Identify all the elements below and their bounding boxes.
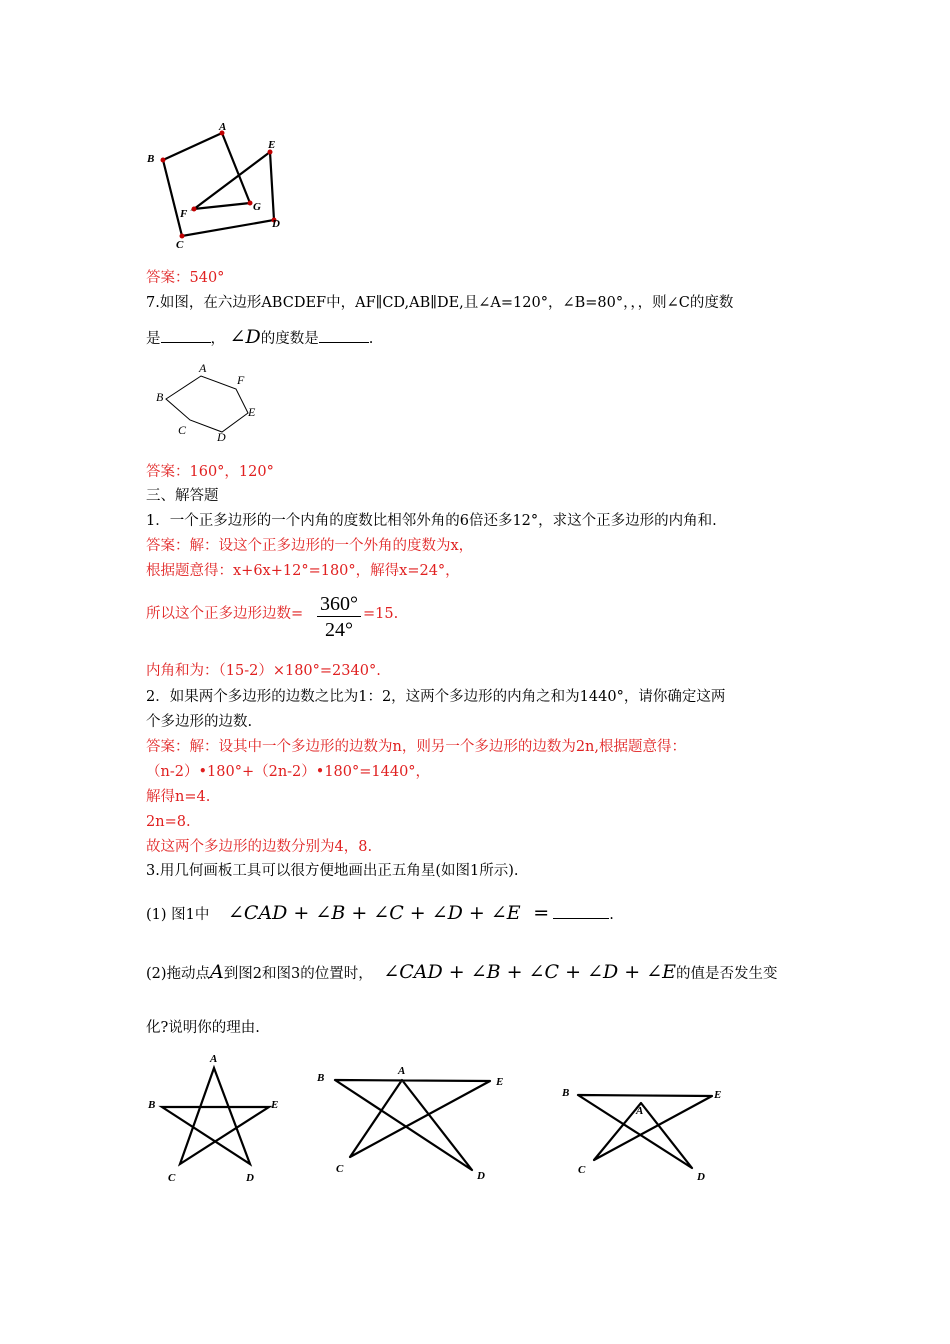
figure-star-2	[310, 1060, 510, 1190]
figure-q6	[140, 115, 300, 255]
star1-label-d: D	[246, 1172, 254, 1184]
fig6-segment-abcdeg	[163, 133, 274, 236]
star3-label-c: C	[578, 1164, 586, 1176]
figure-star-3	[555, 1080, 735, 1190]
q7-line2	[146, 327, 373, 349]
p1-answer-line4: 内角和为：（15-2）×180°=2340°.	[146, 663, 381, 679]
star1-label-e: E	[271, 1099, 279, 1111]
p1-answer-line2: 根据题意得：x+6x+12°=180°，解得x=24°，	[146, 563, 460, 579]
p3-sub1-equals: =	[533, 902, 550, 924]
answer-q6: 答案：540°	[146, 270, 225, 286]
p3-sub1-prefix: (1) 图1中	[146, 907, 210, 923]
q7-blank-c[interactable]	[161, 328, 211, 343]
p3-sub1-expression: ∠CAD + ∠B + ∠C + ∠D + ∠E	[227, 902, 521, 924]
p3-sub1	[146, 903, 614, 925]
star3-label-b: B	[562, 1087, 570, 1099]
p3-sub2-point-a: A	[210, 961, 224, 983]
star2-pentagram	[335, 1080, 490, 1170]
p2-answer-line4: 2n=8.	[146, 814, 191, 830]
figure-star-1	[140, 1050, 300, 1190]
p3-sub2-expression: ∠CAD + ∠B + ∠C + ∠D + ∠E	[383, 961, 677, 983]
q7-angle-d: ∠D	[229, 326, 261, 348]
star3-label-e: E	[714, 1089, 722, 1101]
q7-label-c: C	[178, 423, 187, 437]
section-title: 三、解答题	[146, 488, 219, 504]
star2-label-e: E	[496, 1076, 504, 1088]
p2-answer-line3: 解得n=4.	[146, 789, 211, 805]
p1-question: 1．一个正多边形的一个内角的度数比相邻外角的6倍还多12°，求这个正多边形的内角和.	[146, 513, 717, 529]
fig6-label-g: G	[253, 201, 261, 213]
star3-pentagram	[578, 1095, 712, 1168]
fig6-point-g	[248, 201, 253, 206]
p3-sub2-prefix: (2)拖动点	[146, 966, 211, 982]
fig6-label-b: B	[147, 153, 155, 165]
q7-line1: 7.如图，在六边形ABCDEF中，AF∥CD,AB∥DE,且∠A=120°，∠B=80°，，，则∠C的度数	[146, 295, 734, 311]
p3-sub2	[146, 962, 778, 984]
q7-label-e: E	[248, 405, 256, 419]
q7-period: .	[368, 331, 374, 347]
p1-answer-line1: 答案：解：设这个正多边形的一个外角的度数为x，	[146, 538, 474, 554]
p3-line1: 3.用几何画板工具可以很方便地画出正五角星(如图1所示).	[146, 863, 519, 879]
p1-answer-line3-suffix: =15.	[363, 606, 399, 622]
q7-label-b: B	[156, 390, 164, 404]
star3-label-d: D	[697, 1171, 705, 1183]
star1-label-a: A	[210, 1053, 218, 1065]
fig6-label-a: A	[219, 121, 227, 133]
q7-label-d: D	[217, 430, 226, 442]
answer-q7: 答案：160°，120°	[146, 464, 274, 480]
star2-label-c: C	[336, 1163, 344, 1175]
q7-text-shi: 是	[146, 331, 161, 347]
p2-answer-line5: 故这两个多边形的边数分别为4，8.	[146, 839, 373, 855]
q7-label-a: A	[199, 362, 207, 375]
star2-label-a: A	[398, 1065, 406, 1077]
star1-pentagram	[162, 1068, 269, 1164]
fig6-point-b	[161, 158, 166, 163]
p1-fraction	[316, 592, 362, 643]
p3-sub2-mid: 到图2和图3的位置时，	[223, 966, 373, 982]
fraction-denominator: 24°	[325, 619, 353, 641]
fig6-point-c	[180, 234, 185, 239]
fraction-numerator: 360°	[320, 593, 358, 615]
star1-label-c: C	[168, 1172, 176, 1184]
p2-question-line2: 个多边形的边数.	[146, 714, 253, 730]
fig6-label-f: F	[180, 208, 188, 220]
fig6-label-e: E	[268, 139, 276, 151]
p3-sub2-suffix: 的值是否发生变	[676, 966, 778, 982]
q7-blank-d[interactable]	[319, 328, 369, 343]
star2-label-b: B	[317, 1072, 325, 1084]
q7-label-f: F	[237, 373, 245, 387]
star2-label-d: D	[477, 1170, 485, 1182]
figure-q7-hexagon	[150, 362, 270, 442]
star1-label-b: B	[148, 1099, 156, 1111]
fig6-segment-agfe	[194, 133, 270, 209]
p2-answer-line1: 答案：解：设其中一个多边形的边数为n，则另一个多边形的边数为2n,根据题意得：	[146, 739, 687, 755]
p2-question-line1: 2．如果两个多边形的边数之比为1：2，这两个多边形的内角之和为1440°，请你确定这两	[146, 689, 726, 705]
fig6-label-d: D	[272, 218, 280, 230]
p1-answer-line3-prefix: 所以这个正多边形边数=	[146, 606, 304, 622]
fig6-point-f	[192, 207, 197, 212]
q7-comma: ，	[210, 331, 225, 347]
p3-sub2-line2: 化?说明你的理由.	[146, 1020, 260, 1036]
star3-label-a: A	[636, 1105, 644, 1117]
q7-text-degree: 的度数是	[260, 331, 319, 347]
p3-sub1-period: .	[609, 907, 614, 923]
fig6-label-c: C	[176, 239, 184, 251]
p2-answer-line2: （n-2）•180°+（2n-2）•180°=1440°，	[146, 764, 431, 780]
p3-sub1-blank[interactable]	[553, 904, 609, 919]
